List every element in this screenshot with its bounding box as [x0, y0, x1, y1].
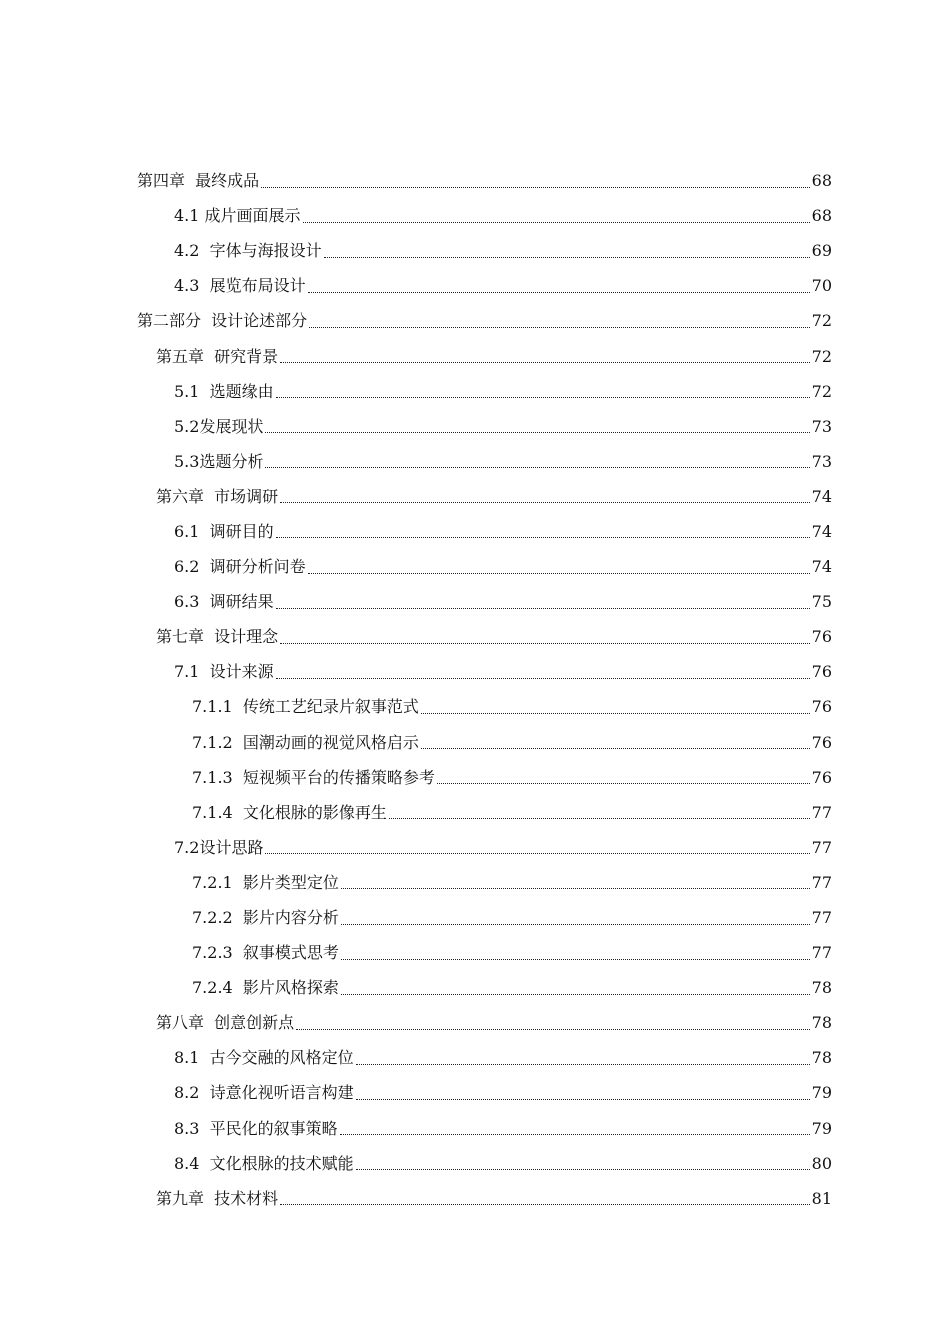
dot-leader	[341, 887, 810, 889]
dot-leader	[356, 1168, 810, 1170]
dot-leader	[356, 1063, 810, 1065]
toc-entry-title: 7.1.2 国潮动画的视觉风格启示	[192, 732, 419, 752]
toc-entry[interactable]	[0, 760, 950, 795]
toc-entry-page-number: 80	[811, 1153, 832, 1173]
dot-leader	[340, 1133, 810, 1135]
toc-entry-title: 第二部分 设计论述部分	[137, 311, 308, 331]
toc-entry[interactable]	[0, 514, 950, 549]
toc-entry[interactable]	[0, 1146, 950, 1181]
dot-leader	[296, 1028, 809, 1030]
dot-leader	[308, 291, 810, 293]
toc-entry-page-number: 77	[811, 802, 832, 822]
toc-entry-page-number: 75	[811, 592, 832, 612]
toc-entry-title: 8.4 文化根脉的技术赋能	[174, 1153, 354, 1173]
toc-entry[interactable]	[0, 654, 950, 689]
toc-entry[interactable]	[0, 444, 950, 479]
toc-entry[interactable]	[0, 1005, 950, 1040]
toc-entry-page-number: 77	[811, 943, 832, 963]
toc-entry-title: 6.3 调研结果	[174, 592, 274, 612]
toc-entry-page-number: 79	[811, 1118, 832, 1138]
dot-leader	[303, 221, 810, 223]
toc-entry-page-number: 78	[811, 978, 832, 998]
toc-entry-page-number: 69	[811, 241, 832, 261]
dot-leader	[261, 186, 809, 188]
dot-leader	[280, 1203, 809, 1205]
toc-entry-page-number: 70	[811, 276, 832, 296]
toc-entry-title: 第七章 设计理念	[156, 627, 279, 647]
toc-entry-page-number: 72	[811, 381, 832, 401]
dot-leader	[356, 1098, 810, 1100]
toc-entry[interactable]	[0, 689, 950, 724]
toc-entry[interactable]	[0, 303, 950, 338]
toc-entry[interactable]	[0, 1075, 950, 1110]
toc-entry[interactable]	[0, 970, 950, 1005]
toc-entry-page-number: 74	[811, 557, 832, 577]
dot-leader	[276, 677, 810, 679]
toc-entry-title: 7.2设计思路	[174, 837, 264, 857]
dot-leader	[341, 958, 810, 960]
toc-entry-page-number: 81	[811, 1188, 832, 1208]
dot-leader	[309, 326, 809, 328]
toc-entry-title: 7.1 设计来源	[174, 662, 274, 682]
toc-entry-page-number: 68	[811, 206, 832, 226]
toc-entry[interactable]	[0, 584, 950, 619]
toc-entry-page-number: 78	[811, 1048, 832, 1068]
toc-entry-page-number: 77	[811, 872, 832, 892]
dot-leader	[280, 361, 809, 363]
toc-entry-page-number: 76	[811, 662, 832, 682]
toc-entry[interactable]	[0, 233, 950, 268]
toc-entry[interactable]	[0, 374, 950, 409]
toc-entry-title: 7.2.1 影片类型定位	[192, 872, 339, 892]
dot-leader	[265, 852, 809, 854]
toc-entry-title: 6.2 调研分析问卷	[174, 557, 306, 577]
toc-entry-title: 8.2 诗意化视听语言构建	[174, 1083, 354, 1103]
toc-entry[interactable]	[0, 198, 950, 233]
toc-entry[interactable]	[0, 935, 950, 970]
toc-entry[interactable]	[0, 479, 950, 514]
toc-entry-page-number: 73	[811, 416, 832, 436]
toc-entry-title: 4.1 成片画面展示	[174, 206, 301, 226]
dot-leader	[437, 782, 810, 784]
toc-entry-title: 7.1.3 短视频平台的传播策略参考	[192, 767, 435, 787]
toc-entry[interactable]	[0, 865, 950, 900]
dot-leader	[341, 923, 810, 925]
toc-entry-title: 5.1 选题缘由	[174, 381, 274, 401]
toc-entry-title: 4.3 展览布局设计	[174, 276, 306, 296]
toc-entry-title: 第九章 技术材料	[156, 1188, 279, 1208]
toc-entry-title: 5.3选题分析	[174, 451, 264, 471]
toc-entry-page-number: 76	[811, 627, 832, 647]
dot-leader	[389, 817, 810, 819]
toc-entry-title: 7.1.1 传统工艺纪录片叙事范式	[192, 697, 419, 717]
dot-leader	[341, 993, 810, 995]
toc-entry[interactable]	[0, 900, 950, 935]
dot-leader	[265, 466, 809, 468]
toc-entry-title: 第六章 市场调研	[156, 486, 279, 506]
toc-entry-title: 第八章 创意创新点	[156, 1013, 295, 1033]
dot-leader	[280, 642, 809, 644]
toc-entry-page-number: 79	[811, 1083, 832, 1103]
toc-entry-title: 第四章 最终成品	[137, 171, 260, 191]
toc-entry-title: 第五章 研究背景	[156, 346, 279, 366]
toc-entry[interactable]	[0, 1181, 950, 1216]
dot-leader	[308, 572, 810, 574]
dot-leader	[280, 501, 809, 503]
toc-entry-page-number: 77	[811, 908, 832, 928]
toc-entry-title: 5.2发展现状	[174, 416, 264, 436]
toc-entry[interactable]	[0, 409, 950, 444]
toc-entry-page-number: 74	[811, 486, 832, 506]
toc-entry-title: 8.3 平民化的叙事策略	[174, 1118, 338, 1138]
dot-leader	[276, 607, 810, 609]
toc-entry[interactable]	[0, 1040, 950, 1075]
toc-entry-page-number: 76	[811, 767, 832, 787]
toc-entry[interactable]	[0, 163, 950, 198]
toc-entry[interactable]	[0, 549, 950, 584]
toc-entry-title: 6.1 调研目的	[174, 521, 274, 541]
toc-entry[interactable]	[0, 338, 950, 373]
dot-leader	[265, 431, 809, 433]
toc-entry-title: 8.1 古今交融的风格定位	[174, 1048, 354, 1068]
toc-entry[interactable]	[0, 830, 950, 865]
toc-entry-title: 7.1.4 文化根脉的影像再生	[192, 802, 387, 822]
toc-entry-title: 7.2.4 影片风格探索	[192, 978, 339, 998]
toc-entry[interactable]	[0, 725, 950, 760]
toc-entry[interactable]	[0, 619, 950, 654]
toc-entry[interactable]	[0, 268, 950, 303]
toc-entry-page-number: 68	[811, 171, 832, 191]
toc-entry-title: 7.2.2 影片内容分析	[192, 908, 339, 928]
dot-leader	[421, 747, 810, 749]
table-of-contents	[0, 163, 950, 1216]
toc-entry-page-number: 76	[811, 732, 832, 752]
toc-entry-title: 7.2.3 叙事模式思考	[192, 943, 339, 963]
toc-entry-page-number: 76	[811, 697, 832, 717]
toc-entry[interactable]	[0, 795, 950, 830]
dot-leader	[276, 536, 810, 538]
toc-entry-page-number: 77	[811, 837, 832, 857]
toc-entry-page-number: 74	[811, 521, 832, 541]
dot-leader	[276, 396, 810, 398]
toc-entry-page-number: 72	[811, 311, 832, 331]
dot-leader	[421, 712, 810, 714]
toc-entry-page-number: 78	[811, 1013, 832, 1033]
dot-leader	[324, 256, 810, 258]
toc-entry-page-number: 73	[811, 451, 832, 471]
toc-entry[interactable]	[0, 1111, 950, 1146]
toc-entry-title: 4.2 字体与海报设计	[174, 241, 322, 261]
toc-entry-page-number: 72	[811, 346, 832, 366]
